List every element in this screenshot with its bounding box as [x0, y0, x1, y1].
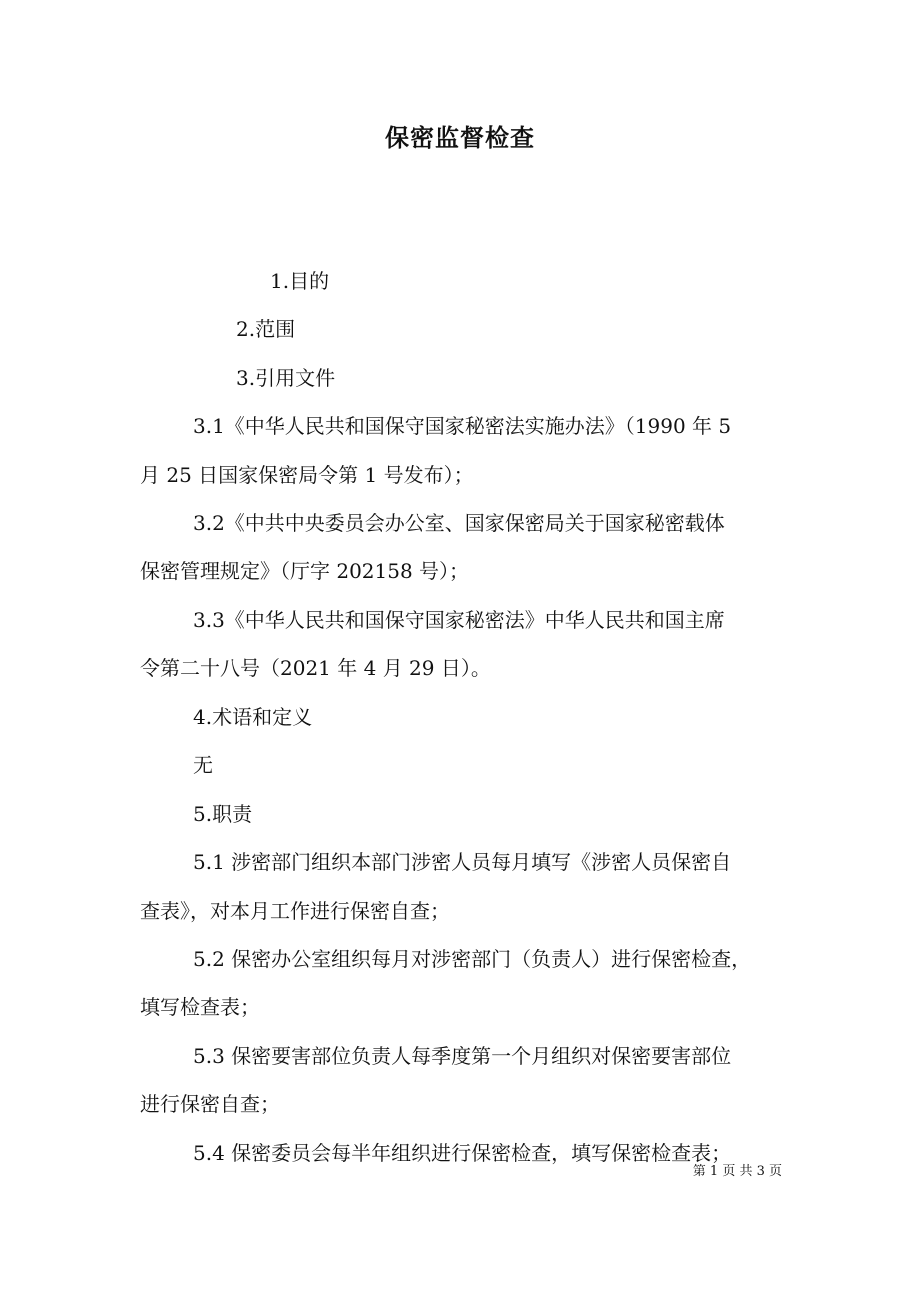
heading-references: 3.引用文件	[236, 366, 336, 390]
responsibility-5-4-line-1: 5.4 保密委员会每半年组织进行保密检查，填写保密检查表；	[193, 1141, 732, 1165]
reference-3-3-line-2: 令第二十八号（2021 年 4 月 29 日）。	[140, 656, 491, 680]
reference-3-2-line-2: 保密管理规定》（厅字 202158 号）；	[140, 559, 470, 583]
responsibility-5-1-line-1: 5.1 涉密部门组织本部门涉密人员每月填写《涉密人员保密自	[193, 850, 732, 874]
heading-terms: 4.术语和定义	[193, 705, 313, 729]
responsibility-5-2-line-1: 5.2 保密办公室组织每月对涉密部门（负责人）进行保密检查，	[193, 947, 752, 971]
page-number: 第 1 页 共 3 页	[692, 1164, 782, 1179]
responsibility-5-1-line-2: 查表》，对本月工作进行保密自查；	[140, 899, 450, 923]
reference-3-1-line-2: 月 25 日国家保密局令第 1 号发布）；	[140, 463, 474, 487]
reference-3-1-line-1: 3.1《中华人民共和国保守国家秘密法实施办法》（1990 年 5	[193, 414, 732, 438]
document-title: 保密监督检查	[385, 123, 535, 152]
reference-3-2-line-1: 3.2《中共中央委员会办公室、国家保密局关于国家秘密载体	[193, 511, 725, 535]
responsibility-5-3-line-1: 5.3 保密要害部位负责人每季度第一个月组织对保密要害部位	[193, 1044, 732, 1068]
responsibility-5-2-line-2: 填写检查表；	[140, 995, 260, 1019]
reference-3-3-line-1: 3.3《中华人民共和国保守国家秘密法》中华人民共和国主席	[193, 608, 725, 632]
heading-scope: 2.范围	[236, 317, 296, 341]
heading-responsibilities: 5.职责	[193, 802, 253, 826]
responsibility-5-3-line-2: 进行保密自查；	[140, 1092, 280, 1116]
terms-none: 无	[193, 753, 213, 777]
heading-purpose: 1.目的	[270, 269, 330, 293]
